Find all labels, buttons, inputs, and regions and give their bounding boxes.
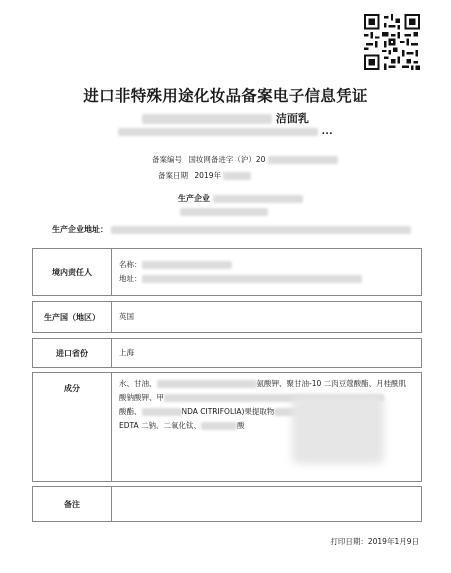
print-date: 打印日期：2019年1月9日 (330, 537, 419, 546)
manufacturer-address: 生产企业地址： (52, 224, 411, 235)
redacted-text (142, 275, 362, 283)
ingredients-label: 成分 (33, 373, 112, 481)
document-title: 进口非特殊用途化妆品备案电子信息凭证 (83, 87, 368, 105)
redacted-text (223, 172, 251, 180)
redacted-text (157, 380, 257, 388)
record-date: 备案日期 2019年 (158, 170, 251, 181)
redacted-text (142, 114, 272, 124)
product-name-en: ... (0, 127, 451, 137)
origin-value: 英国 (119, 312, 134, 321)
domestic-agent-value: 名称： 地址： (119, 258, 415, 286)
qr-code (364, 14, 420, 70)
remarks-label: 备注 (33, 487, 112, 521)
import-province-row (32, 338, 422, 368)
import-province-label: 进口省份 (33, 339, 112, 367)
redacted-text (142, 261, 232, 269)
redacted-text (268, 156, 338, 164)
domestic-agent-label: 境内责任人 (33, 249, 112, 295)
redacted-text (180, 208, 268, 216)
redacted-text (201, 422, 237, 430)
manufacturer: 生产企业 (178, 193, 303, 204)
remarks-row (32, 486, 422, 522)
origin-row (32, 301, 422, 333)
manufacturer-en (180, 207, 268, 216)
product-name-cn: 洁面乳 (0, 110, 451, 126)
origin-label: 生产国（地区） (33, 302, 112, 332)
domestic-agent-row (32, 248, 422, 296)
ingredients-value: 水、甘油、 氨酸钾、聚甘油-10 二肉豆蔻酸酯、月桂酰肌 酸钠酸钾、甲 酸酯、 NDA CITRIFOLIA)果提取物 EDTA 二钠、二氧化钛、 酸 (119, 379, 407, 430)
redaction-smudge (292, 396, 384, 464)
redacted-text (142, 408, 182, 416)
redacted-text (213, 195, 303, 203)
import-province-value: 上海 (119, 348, 134, 357)
redacted-text (111, 226, 411, 234)
record-number: 备案编号 国妆网备进字（沪）20 (152, 154, 338, 165)
redacted-text (118, 128, 318, 136)
